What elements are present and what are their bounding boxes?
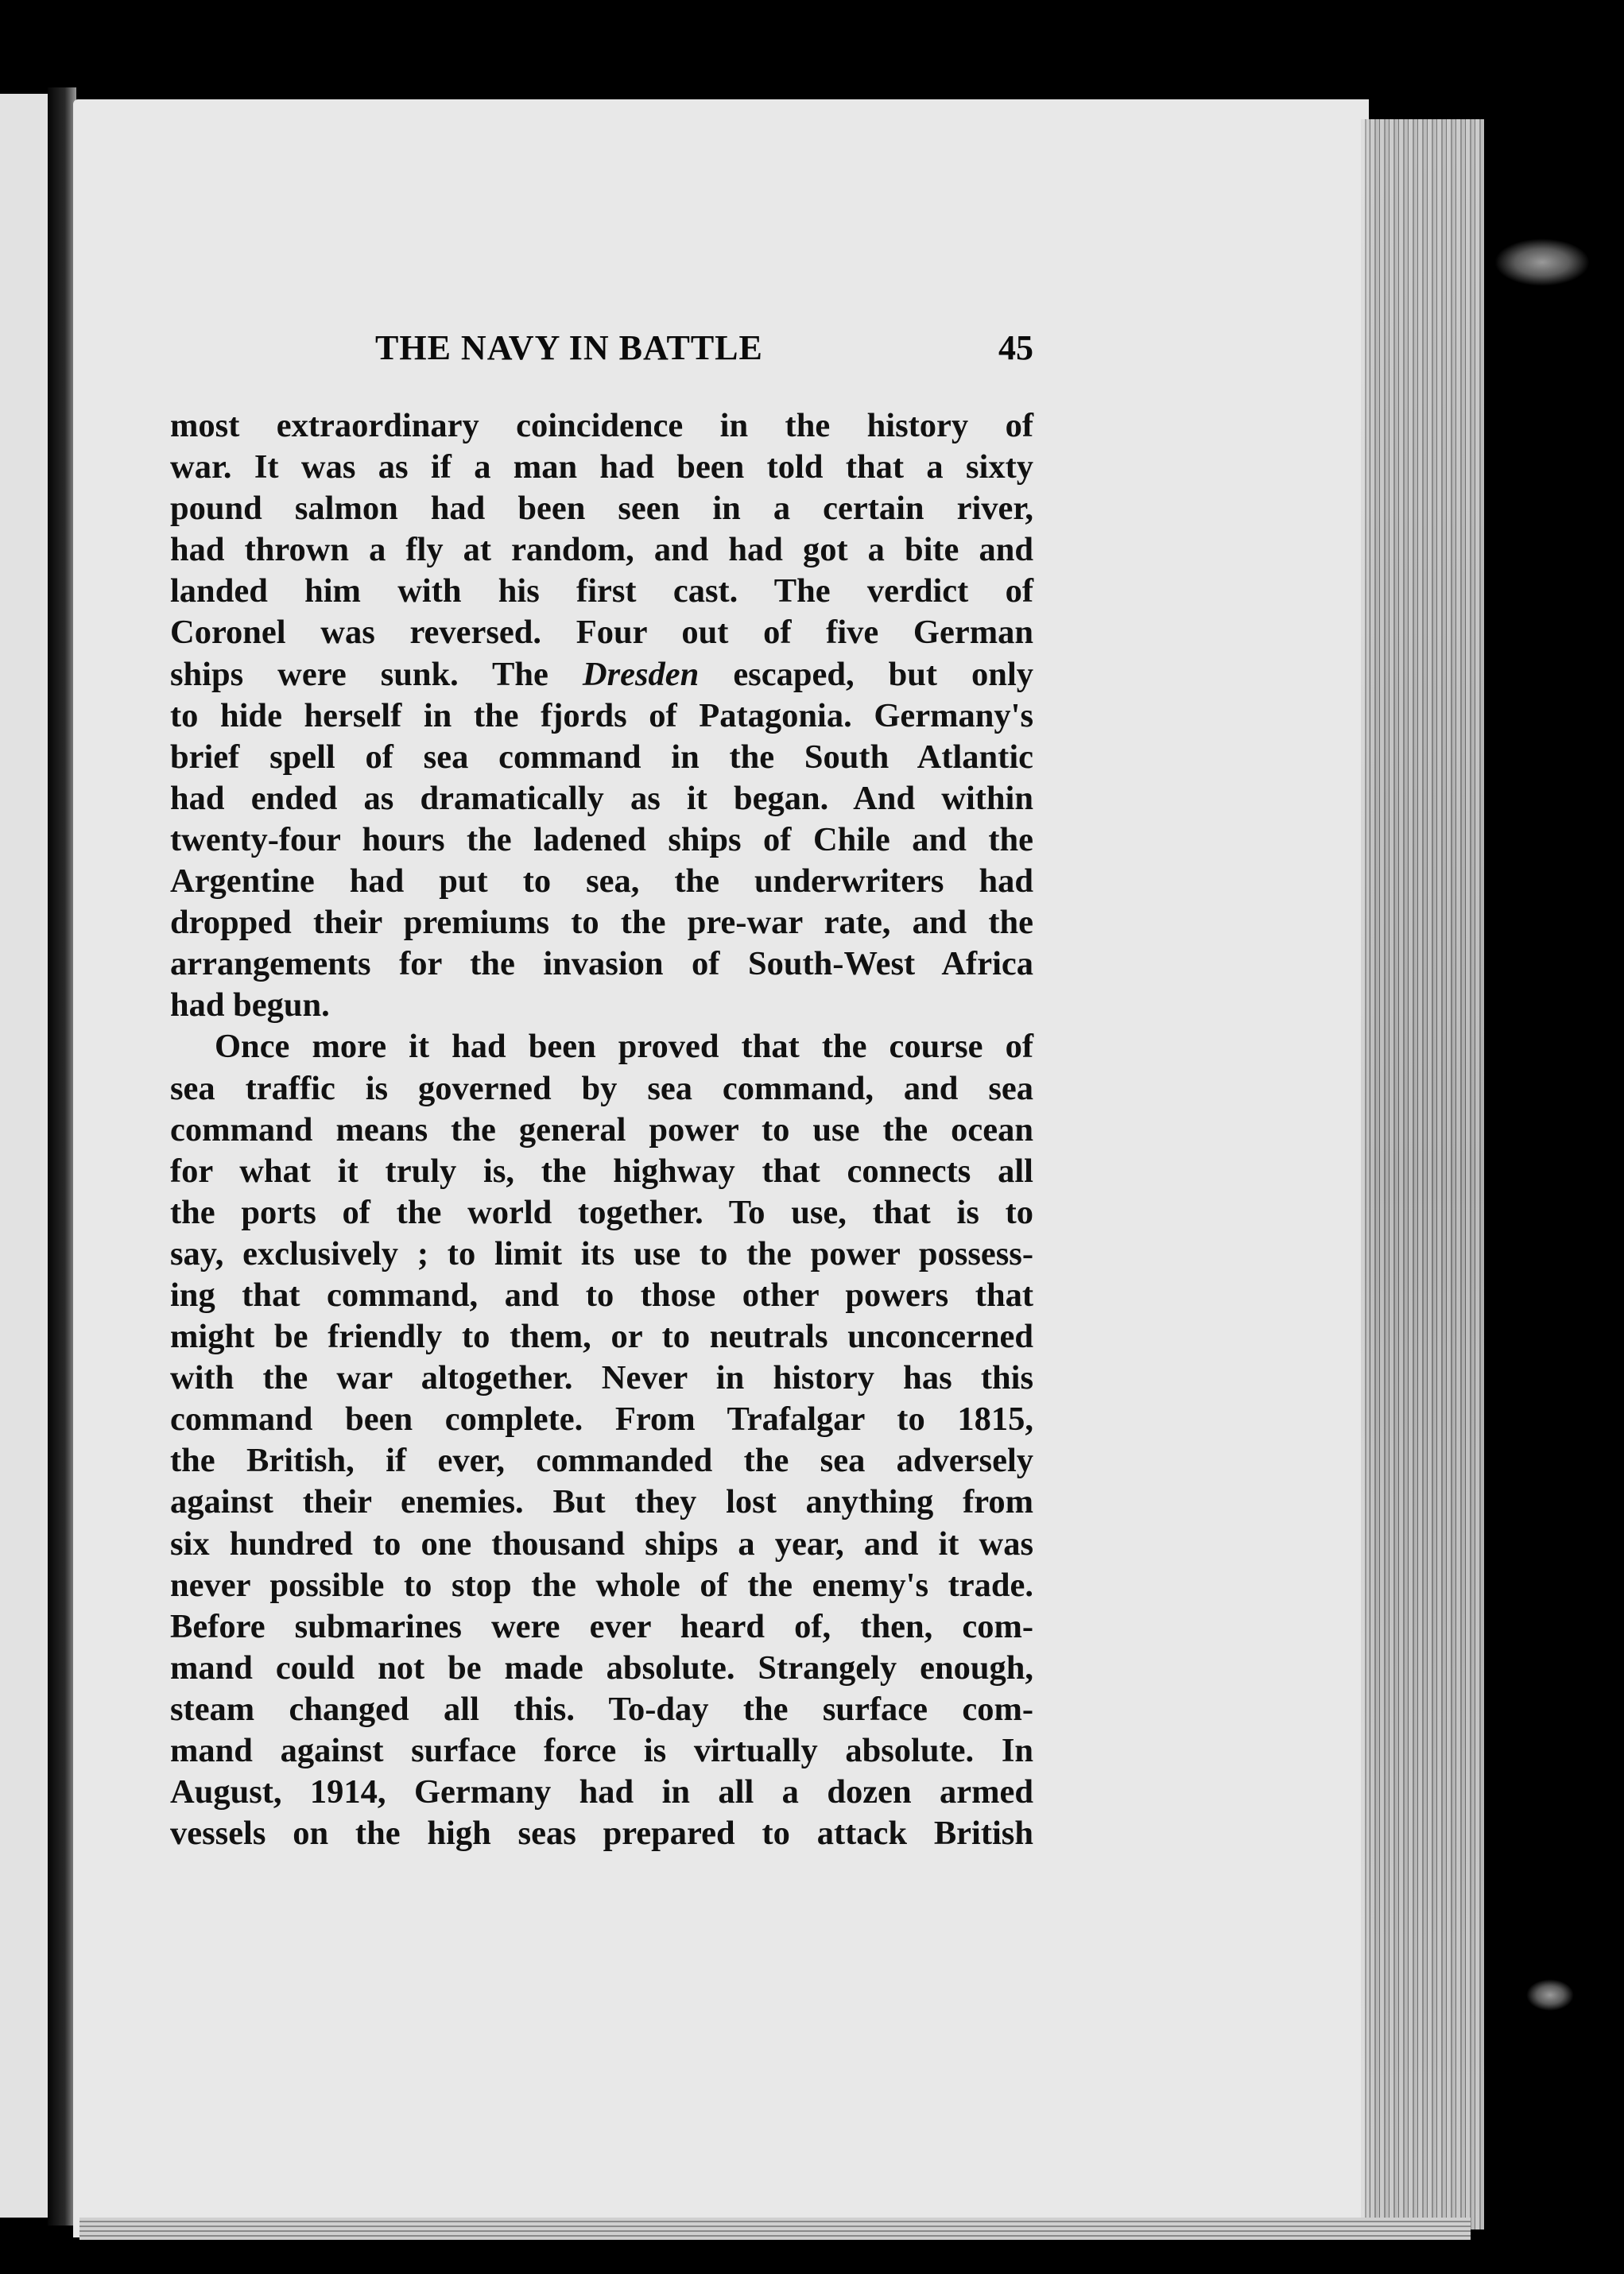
text-line: against their enemies. But they lost anything from — [170, 1483, 1033, 1521]
text-line: dropped their premiums to the pre-war rate, and the — [170, 904, 1033, 942]
text-line: command means the general power to use the ocean — [170, 1110, 1033, 1149]
text-line: had ended as dramatically as it began. And within — [170, 779, 1033, 817]
text-line: for what it truly is, the highway that connects all — [170, 1152, 1033, 1190]
text-line: six hundred to one thousand ships a year, and it was — [170, 1524, 1033, 1563]
text-line: steam changed all this. To-day the surface com- — [170, 1690, 1033, 1728]
text-line: Once more it had been proved that the course of — [215, 1028, 1033, 1066]
text-line: most extraordinary coincidence in the history of — [170, 407, 1033, 444]
text-line: twenty-four hours the ladened ships of Chile and the — [170, 820, 1033, 858]
body-text — [170, 405, 1033, 1854]
text-line: arrangements for the invasion of South-West Africa — [170, 945, 1033, 983]
text-line: mand against surface force is virtually absolute. In — [170, 1732, 1033, 1769]
page-number: 45 — [998, 328, 1033, 367]
running-title: THE NAVY IN BATTLE — [375, 328, 763, 367]
text-line: Coronel was reversed. Four out of five German — [170, 614, 1033, 652]
scan-artifact — [1494, 238, 1590, 286]
text-line: never possible to stop the whole of the enemy's trade. — [170, 1566, 1033, 1604]
text-line: command been complete. From Trafalgar to 1815, — [170, 1400, 1033, 1439]
page-header — [170, 327, 1033, 383]
text-line: mand could not be made absolute. Strangely enough, — [170, 1648, 1033, 1687]
text-line: might be friendly to them, or to neutrals unconcerned — [170, 1318, 1033, 1356]
text-line: with the war altogether. Never in history has this — [170, 1359, 1033, 1397]
text-line: Before submarines were ever heard of, then, com- — [170, 1607, 1033, 1645]
text-line: sea traffic is governed by sea command, and sea — [170, 1069, 1033, 1107]
text-line: the ports of the world together. To use, that is to — [170, 1193, 1033, 1231]
text-line: ships were sunk. The Dresden escaped, but only — [170, 655, 1033, 693]
text-line: say, exclusively ; to limit its use to the power possess- — [170, 1234, 1033, 1273]
text-line: August, 1914, Germany had in all a dozen armed — [170, 1773, 1033, 1811]
page-bottom-edges — [79, 2218, 1471, 2240]
book-gutter — [48, 87, 76, 2226]
text-line: ing that command, and to those other powers that — [170, 1276, 1033, 1314]
text-line: to hide herself in the fjords of Patagonia. Germany's — [170, 696, 1033, 734]
text-line: pound salmon had been seen in a certain river, — [170, 490, 1033, 528]
text-line: landed him with his first cast. The verdict of — [170, 572, 1033, 610]
facing-page-edge — [0, 94, 48, 2218]
text-line: vessels on the high seas prepared to attack British — [170, 1815, 1033, 1853]
text-line: Argentine had put to sea, the underwriters had — [170, 862, 1033, 901]
text-line: brief spell of sea command in the South Atlantic — [170, 738, 1033, 776]
text-line: had begun. — [170, 986, 330, 1025]
ship-name: Dresden — [582, 655, 700, 693]
text-line: war. It was as if a man had been told that a sixty — [170, 448, 1033, 486]
scan-artifact — [1526, 1979, 1574, 2011]
text-line: the British, if ever, commanded the sea adversely — [170, 1442, 1033, 1480]
text-line: had thrown a fly at random, and had got a bite and — [170, 531, 1033, 569]
page-block-edges — [1361, 119, 1484, 2229]
